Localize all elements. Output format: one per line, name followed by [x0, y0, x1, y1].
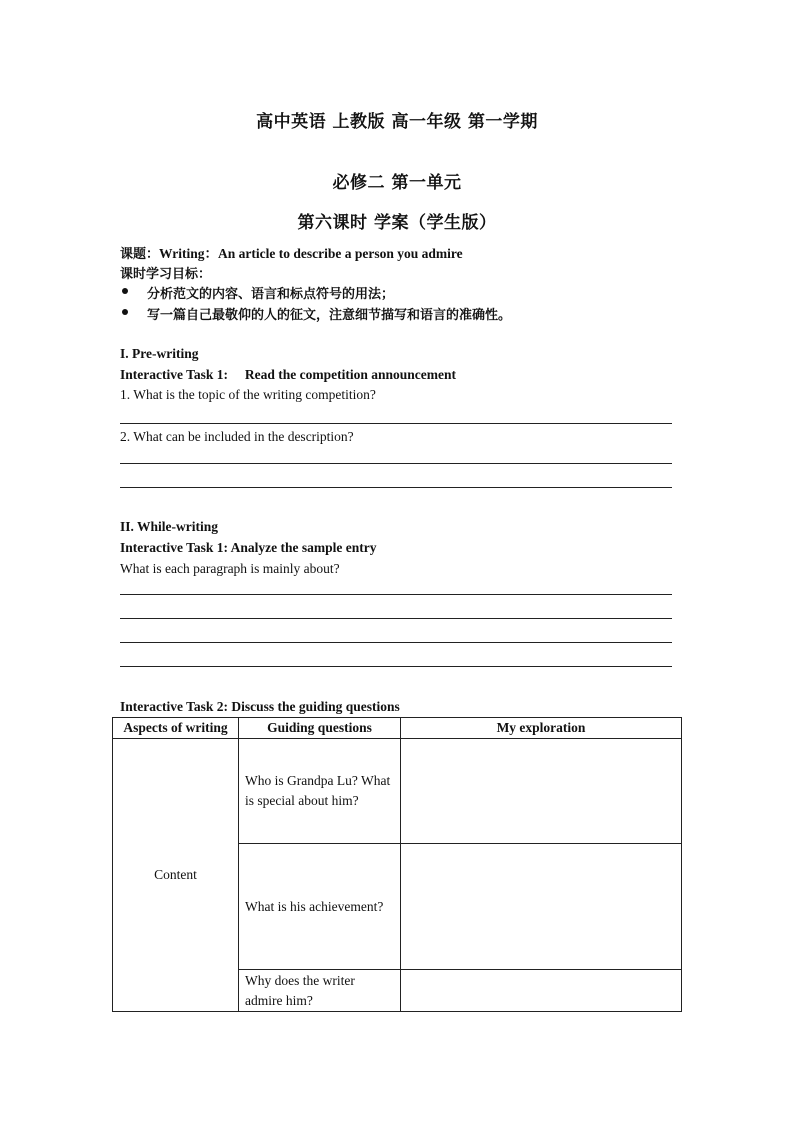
question-cell: Why does the writer admire him?: [239, 970, 401, 1012]
bullet-icon: [122, 309, 128, 315]
table-header-row: [113, 718, 682, 739]
topic-label: 课题：: [120, 247, 160, 262]
answer-line[interactable]: [120, 642, 672, 643]
answer-line[interactable]: [120, 618, 672, 619]
unit-title: 必修二 第一单元: [332, 173, 462, 193]
question-text: What is each paragraph is mainly about?: [120, 561, 340, 576]
aspect-cell: Content: [113, 739, 239, 1012]
answer-line[interactable]: [120, 463, 672, 464]
question-cell: Who is Grandpa Lu? What is special about him?: [239, 739, 401, 844]
question-cell: What is his achievement?: [239, 844, 401, 970]
goals-label: 课时学习目标：: [120, 267, 212, 282]
exploration-cell[interactable]: [401, 844, 682, 970]
goal-item: 写一篇自己最敬仰的人的征文，注意细节描写和语言的准确性。: [147, 308, 512, 323]
answer-line[interactable]: [120, 666, 672, 667]
section-heading-prewriting: I. Pre-writing: [120, 346, 199, 361]
document-title: 高中英语 上教版 高一年级 第一学期: [256, 112, 538, 132]
lesson-topic: [120, 242, 463, 262]
table-row: [113, 739, 682, 844]
exploration-cell[interactable]: [401, 970, 682, 1012]
task-heading: Interactive Task 2: Discuss the guiding questions: [120, 699, 400, 714]
goal-item: 分析范文的内容、语言和标点符号的用法；: [147, 287, 395, 302]
guiding-questions-table: [112, 717, 682, 1012]
column-header: Guiding questions: [239, 718, 401, 739]
answer-line[interactable]: [120, 423, 672, 424]
answer-line[interactable]: [120, 487, 672, 488]
task-heading: Interactive Task 1: Analyze the sample entry: [120, 540, 377, 555]
question-text: 1. What is the topic of the writing competition?: [120, 387, 376, 402]
question-text: 2. What can be included in the description?: [120, 429, 354, 444]
answer-line[interactable]: [120, 594, 672, 595]
task-heading: Interactive Task 1: Read the competition announcement: [120, 367, 456, 382]
lesson-title: 第六课时 学案（学生版）: [297, 213, 497, 233]
column-header: My exploration: [401, 718, 682, 739]
topic-text: Writing：An article to describe a person you admire: [159, 246, 463, 261]
bullet-icon: [122, 288, 128, 294]
section-heading-whilewriting: II. While-writing: [120, 519, 219, 534]
column-header: Aspects of writing: [113, 718, 239, 739]
exploration-cell[interactable]: [401, 739, 682, 844]
